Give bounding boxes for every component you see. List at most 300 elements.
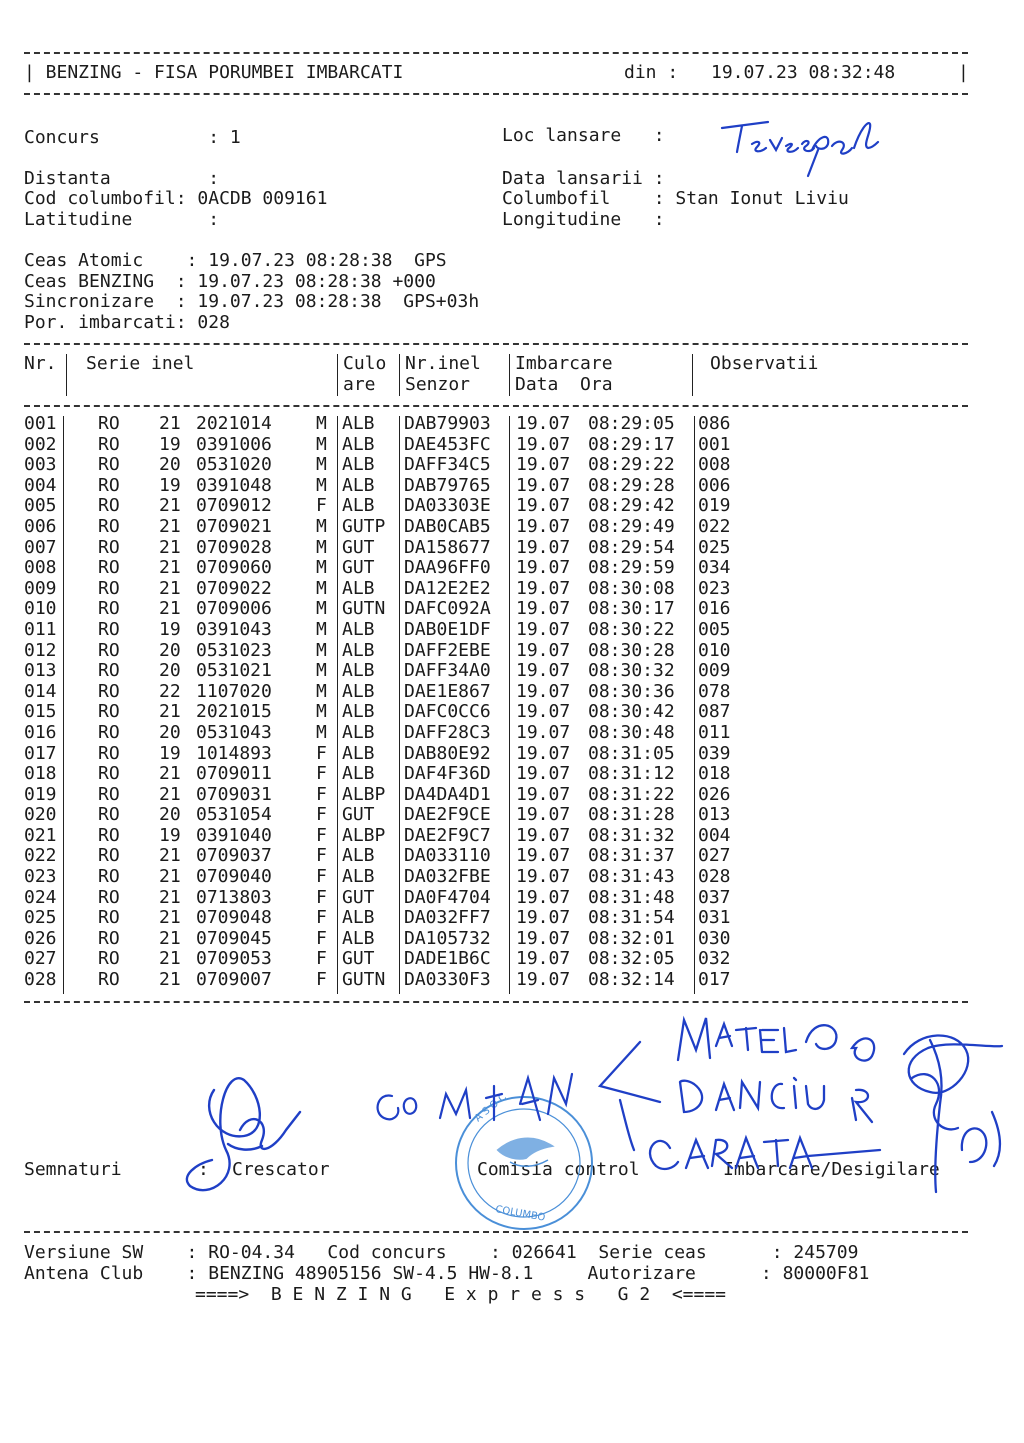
cell-time: 08:31:37 <box>588 845 675 867</box>
col-header-serie: Serie inel <box>86 353 195 374</box>
cell-nr: 006 <box>24 515 57 537</box>
cell-sex: F <box>316 969 327 991</box>
cell-ring: 0709048 <box>196 907 272 929</box>
columbofil: Columbofil : Stan Ionut Liviu <box>502 188 849 209</box>
cell-obs: 037 <box>698 886 731 908</box>
cell-nr: 018 <box>24 763 57 785</box>
cell-obs: 008 <box>698 454 731 476</box>
cell-sensor: DAFF2EBE <box>404 639 491 661</box>
cell-obs: 087 <box>698 701 731 723</box>
comisia-label: Comisia control <box>477 1159 640 1180</box>
cell-color: GUTN <box>342 969 386 991</box>
cell-year: 21 <box>159 515 181 537</box>
col-header-nrinel-1: Nr.inel <box>405 353 481 374</box>
cell-nr: 023 <box>24 866 57 888</box>
cell-obs: 018 <box>698 763 731 785</box>
column-divider <box>63 416 64 994</box>
cell-time: 08:29:22 <box>588 454 675 476</box>
cell-year: 21 <box>159 495 181 517</box>
cell-nr: 009 <box>24 577 57 599</box>
cell-date: 19.07 <box>516 598 571 620</box>
cell-year: 21 <box>159 969 181 991</box>
cell-country: RO <box>98 639 120 661</box>
cell-sensor: DAB80E92 <box>404 742 491 764</box>
cell-obs: 027 <box>698 845 731 867</box>
cell-color: GUT <box>342 557 375 579</box>
cell-color: GUT <box>342 804 375 826</box>
report-title: | BENZING - FISA PORUMBEI IMBARCATI <box>24 62 404 83</box>
cell-nr: 005 <box>24 495 57 517</box>
cell-country: RO <box>98 845 120 867</box>
cell-sex: M <box>316 701 327 723</box>
cell-sensor: DAB79903 <box>404 413 491 434</box>
cell-color: ALB <box>342 577 375 599</box>
cell-country: RO <box>98 907 120 929</box>
cell-obs: 025 <box>698 536 731 558</box>
cell-date: 19.07 <box>516 454 571 476</box>
cell-sensor: DA12E2E2 <box>404 577 491 599</box>
cell-time: 08:30:42 <box>588 701 675 723</box>
col-header-nrinel-2: Senzor <box>405 374 471 395</box>
cell-sex: F <box>316 886 327 908</box>
cell-year: 20 <box>159 660 181 682</box>
cell-ring: 0709012 <box>196 495 272 517</box>
cell-country: RO <box>98 886 120 908</box>
cell-year: 21 <box>159 701 181 723</box>
cell-country: RO <box>98 680 120 702</box>
col-header-imbarcare-1: Imbarcare <box>515 353 613 374</box>
colon: : <box>198 1159 209 1180</box>
cell-ring: 1014893 <box>196 742 272 764</box>
cell-sensor: DA0F4704 <box>404 886 491 908</box>
cell-color: GUTN <box>342 598 386 620</box>
svg-text:COLUMBO: COLUMBO <box>494 1204 547 1224</box>
cell-obs: 039 <box>698 742 731 764</box>
cell-country: RO <box>98 536 120 558</box>
cell-obs: 016 <box>698 598 731 620</box>
cell-sensor: DAE2F9C7 <box>404 824 491 846</box>
cell-sex: F <box>316 948 327 970</box>
cell-color: GUT <box>342 536 375 558</box>
cell-color: ALB <box>342 742 375 764</box>
cell-sex: M <box>316 660 327 682</box>
cell-obs: 032 <box>698 948 731 970</box>
cell-obs: 009 <box>698 660 731 682</box>
cell-sensor: DAE2F9CE <box>404 804 491 826</box>
header-divider <box>692 354 693 396</box>
cell-sensor: DAE1E867 <box>404 680 491 702</box>
cell-year: 19 <box>159 433 181 455</box>
versiune-line: Versiune SW : RO-04.34 Cod concurs : 026641 Serie ceas : 245709 <box>24 1242 859 1263</box>
cell-obs: 086 <box>698 413 731 434</box>
cell-color: ALB <box>342 660 375 682</box>
cell-date: 19.07 <box>516 433 571 455</box>
cell-sex: M <box>316 598 327 620</box>
cell-year: 20 <box>159 454 181 476</box>
cell-country: RO <box>98 701 120 723</box>
cell-sensor: DAFC092A <box>404 598 491 620</box>
cell-color: ALB <box>342 495 375 517</box>
cell-year: 21 <box>159 907 181 929</box>
cell-year: 21 <box>159 783 181 805</box>
cell-time: 08:31:43 <box>588 866 675 888</box>
cell-sex: F <box>316 845 327 867</box>
cell-ring: 0531020 <box>196 454 272 476</box>
antena-line: Antena Club : BENZING 48905156 SW-4.5 HW-8.1 Autorizare : 80000F81 <box>24 1263 870 1284</box>
cell-year: 20 <box>159 639 181 661</box>
cell-time: 08:30:17 <box>588 598 675 620</box>
cell-ring: 0709007 <box>196 969 272 991</box>
cell-country: RO <box>98 927 120 949</box>
cell-time: 08:29:17 <box>588 433 675 455</box>
cell-sex: F <box>316 804 327 826</box>
cell-obs: 010 <box>698 639 731 661</box>
cell-sex: F <box>316 866 327 888</box>
cell-sensor: DA033110 <box>404 845 491 867</box>
cell-obs: 011 <box>698 721 731 743</box>
cell-sex: F <box>316 742 327 764</box>
cell-time: 08:31:28 <box>588 804 675 826</box>
cell-nr: 019 <box>24 783 57 805</box>
cell-nr: 028 <box>24 969 57 991</box>
cell-ring: 0709006 <box>196 598 272 620</box>
cell-country: RO <box>98 660 120 682</box>
cell-country: RO <box>98 969 120 991</box>
cell-obs: 034 <box>698 557 731 579</box>
cell-color: ALB <box>342 474 375 496</box>
cell-time: 08:30:48 <box>588 721 675 743</box>
cell-sensor: DAA96FF0 <box>404 557 491 579</box>
concurs: Concurs : 1 <box>24 127 241 148</box>
cell-year: 19 <box>159 474 181 496</box>
cell-obs: 026 <box>698 783 731 805</box>
cell-sex: M <box>316 721 327 743</box>
cell-time: 08:31:48 <box>588 886 675 908</box>
cell-ring: 0709037 <box>196 845 272 867</box>
table-bottom-rule <box>24 1001 968 1003</box>
cell-nr: 008 <box>24 557 57 579</box>
cell-date: 19.07 <box>516 866 571 888</box>
cell-color: ALB <box>342 907 375 929</box>
cell-sensor: DAFF34C5 <box>404 454 491 476</box>
cell-ring: 0709021 <box>196 515 272 537</box>
imbarcare-label: Imbarcare/Desigilare <box>723 1159 940 1180</box>
cell-nr: 024 <box>24 886 57 908</box>
cell-date: 19.07 <box>516 742 571 764</box>
cell-color: ALB <box>342 701 375 723</box>
cell-time: 08:30:22 <box>588 618 675 640</box>
cell-nr: 010 <box>24 598 57 620</box>
header-divider <box>66 354 67 396</box>
cell-time: 08:31:12 <box>588 763 675 785</box>
cell-sensor: DA032FBE <box>404 866 491 888</box>
cell-nr: 007 <box>24 536 57 558</box>
cell-nr: 026 <box>24 927 57 949</box>
cell-time: 08:29:49 <box>588 515 675 537</box>
cell-sensor: DA158677 <box>404 536 491 558</box>
col-header-culoare-2: are <box>343 374 376 395</box>
cell-obs: 001 <box>698 433 731 455</box>
cell-time: 08:32:05 <box>588 948 675 970</box>
cell-obs: 005 <box>698 618 731 640</box>
cell-sex: M <box>316 515 327 537</box>
column-divider <box>399 416 400 994</box>
cell-sensor: DAB0E1DF <box>404 618 491 640</box>
cell-nr: 002 <box>24 433 57 455</box>
cell-sensor: DA032FF7 <box>404 907 491 929</box>
cell-country: RO <box>98 598 120 620</box>
cell-color: ALB <box>342 845 375 867</box>
cell-time: 08:31:22 <box>588 783 675 805</box>
cell-date: 19.07 <box>516 536 571 558</box>
cell-time: 08:31:05 <box>588 742 675 764</box>
cell-obs: 078 <box>698 680 731 702</box>
cell-date: 19.07 <box>516 495 571 517</box>
cell-country: RO <box>98 948 120 970</box>
cell-date: 19.07 <box>516 474 571 496</box>
cell-time: 08:29:28 <box>588 474 675 496</box>
cell-time: 08:30:36 <box>588 680 675 702</box>
cell-ring: 0709028 <box>196 536 272 558</box>
cell-sex: M <box>316 433 327 455</box>
cell-country: RO <box>98 763 120 785</box>
cell-time: 08:29:05 <box>588 413 675 434</box>
cell-obs: 022 <box>698 515 731 537</box>
cell-ring: 0713803 <box>196 886 272 908</box>
cell-time: 08:29:54 <box>588 536 675 558</box>
cell-year: 21 <box>159 866 181 888</box>
cell-year: 21 <box>159 536 181 558</box>
cell-country: RO <box>98 474 120 496</box>
cell-time: 08:30:08 <box>588 577 675 599</box>
cell-sensor: DA105732 <box>404 927 491 949</box>
cell-country: RO <box>98 495 120 517</box>
cell-date: 19.07 <box>516 845 571 867</box>
cell-ring: 0391040 <box>196 824 272 846</box>
cell-color: ALB <box>342 618 375 640</box>
cell-ring: 2021014 <box>196 413 272 434</box>
cell-ring: 2021015 <box>196 701 272 723</box>
cell-ring: 0709040 <box>196 866 272 888</box>
cell-nr: 022 <box>24 845 57 867</box>
cell-country: RO <box>98 433 120 455</box>
cell-country: RO <box>98 557 120 579</box>
cell-country: RO <box>98 804 120 826</box>
cell-obs: 006 <box>698 474 731 496</box>
column-divider <box>694 416 695 994</box>
cell-year: 19 <box>159 618 181 640</box>
cell-sex: M <box>316 557 327 579</box>
cell-sex: M <box>316 536 327 558</box>
cell-date: 19.07 <box>516 577 571 599</box>
cell-country: RO <box>98 618 120 640</box>
header-bottom-rule <box>24 93 968 95</box>
cell-nr: 013 <box>24 660 57 682</box>
cell-sensor: DAF4F36D <box>404 763 491 785</box>
cell-ring: 0709031 <box>196 783 272 805</box>
column-divider <box>509 416 510 994</box>
cell-ring: 1107020 <box>196 680 272 702</box>
cell-sex: F <box>316 824 327 846</box>
cell-year: 21 <box>159 763 181 785</box>
cell-country: RO <box>98 824 120 846</box>
cell-time: 08:31:32 <box>588 824 675 846</box>
cell-sex: M <box>316 474 327 496</box>
cell-country: RO <box>98 742 120 764</box>
cell-time: 08:29:59 <box>588 557 675 579</box>
cell-nr: 001 <box>24 413 57 434</box>
cell-obs: 004 <box>698 824 731 846</box>
cell-color: ALB <box>342 680 375 702</box>
cell-sex: F <box>316 763 327 785</box>
cell-year: 19 <box>159 742 181 764</box>
cell-year: 20 <box>159 804 181 826</box>
cell-ring: 0531023 <box>196 639 272 661</box>
cell-nr: 021 <box>24 824 57 846</box>
cell-year: 21 <box>159 927 181 949</box>
cell-year: 21 <box>159 886 181 908</box>
cell-time: 08:30:32 <box>588 660 675 682</box>
cell-date: 19.07 <box>516 824 571 846</box>
cell-time: 08:30:28 <box>588 639 675 661</box>
table-header-rule <box>24 405 968 407</box>
cell-color: ALBP <box>342 783 386 805</box>
cell-country: RO <box>98 866 120 888</box>
cod-columbofil: Cod columbofil: 0ACDB 009161 <box>24 188 328 209</box>
cell-nr: 015 <box>24 701 57 723</box>
cell-date: 19.07 <box>516 927 571 949</box>
cell-color: ALB <box>342 433 375 455</box>
cell-nr: 020 <box>24 804 57 826</box>
cell-color: ALB <box>342 866 375 888</box>
report-datetime: 19.07.23 08:32:48 <box>711 62 896 83</box>
cell-sex: F <box>316 783 327 805</box>
cell-country: RO <box>98 783 120 805</box>
cell-color: ALB <box>342 639 375 661</box>
cell-date: 19.07 <box>516 639 571 661</box>
cell-country: RO <box>98 413 120 434</box>
cell-ring: 0709060 <box>196 557 272 579</box>
cell-sensor: DADE1B6C <box>404 948 491 970</box>
header-divider <box>337 354 338 396</box>
cell-time: 08:31:54 <box>588 907 675 929</box>
header-divider <box>399 354 400 396</box>
cell-sensor: DA0330F3 <box>404 969 491 991</box>
cell-nr: 004 <box>24 474 57 496</box>
cell-time: 08:32:01 <box>588 927 675 949</box>
footer-rule <box>24 1231 968 1233</box>
col-header-imbarcare-2: Data Ora <box>515 374 613 395</box>
cell-color: GUT <box>342 948 375 970</box>
column-divider <box>337 416 338 994</box>
cell-color: ALB <box>342 454 375 476</box>
cell-sensor: DAFC0CC6 <box>404 701 491 723</box>
cell-sex: F <box>316 495 327 517</box>
cell-nr: 003 <box>24 454 57 476</box>
cell-sensor: DA4DA4D1 <box>404 783 491 805</box>
cell-date: 19.07 <box>516 557 571 579</box>
cell-sensor: DAFF28C3 <box>404 721 491 743</box>
cell-sensor: DAB79765 <box>404 474 491 496</box>
cell-nr: 027 <box>24 948 57 970</box>
cell-country: RO <box>98 721 120 743</box>
col-header-culoare-1: Culo <box>343 353 387 374</box>
cell-country: RO <box>98 454 120 476</box>
cell-nr: 012 <box>24 639 57 661</box>
cell-obs: 028 <box>698 866 731 888</box>
cell-date: 19.07 <box>516 763 571 785</box>
cell-time: 08:32:14 <box>588 969 675 991</box>
cell-ring: 0391043 <box>196 618 272 640</box>
header-top-rule <box>24 52 968 54</box>
longitudine: Longitudine : <box>502 209 665 230</box>
cell-date: 19.07 <box>516 783 571 805</box>
cell-ring: 0531054 <box>196 804 272 826</box>
cell-obs: 030 <box>698 927 731 949</box>
cell-obs: 023 <box>698 577 731 599</box>
cell-year: 22 <box>159 680 181 702</box>
din-label: din : <box>624 62 679 83</box>
cell-sex: M <box>316 680 327 702</box>
loc-lansare-label: Loc lansare : <box>502 125 665 146</box>
cell-sensor: DAB0CAB5 <box>404 515 491 537</box>
cell-country: RO <box>98 577 120 599</box>
cell-color: GUTP <box>342 515 386 537</box>
latitudine: Latitudine : <box>24 209 220 230</box>
cell-nr: 014 <box>24 680 57 702</box>
cell-date: 19.07 <box>516 515 571 537</box>
cell-ring: 0709022 <box>196 577 272 599</box>
cell-nr: 025 <box>24 907 57 929</box>
sincronizare: Sincronizare : 19.07.23 08:28:38 GPS+03h <box>24 291 480 312</box>
cell-ring: 0709045 <box>196 927 272 949</box>
cell-year: 21 <box>159 413 181 434</box>
ceas-atomic: Ceas Atomic : 19.07.23 08:28:38 GPS <box>24 250 447 271</box>
cell-year: 21 <box>159 557 181 579</box>
cell-obs: 017 <box>698 969 731 991</box>
cell-sex: M <box>316 454 327 476</box>
cell-color: GUT <box>342 886 375 908</box>
cell-ring: 0531021 <box>196 660 272 682</box>
cell-sex: M <box>316 618 327 640</box>
cell-date: 19.07 <box>516 886 571 908</box>
cell-nr: 016 <box>24 721 57 743</box>
crescator-label: Crescator <box>232 1159 330 1180</box>
cell-obs: 031 <box>698 907 731 929</box>
semnaturi-label: Semnaturi <box>24 1159 122 1180</box>
cell-date: 19.07 <box>516 413 571 434</box>
cell-ring: 0709011 <box>196 763 272 785</box>
cell-date: 19.07 <box>516 804 571 826</box>
cell-nr: 011 <box>24 618 57 640</box>
cell-year: 20 <box>159 721 181 743</box>
svg-text:A S O C: A S O C <box>472 1091 509 1125</box>
cell-year: 19 <box>159 824 181 846</box>
cell-country: RO <box>98 515 120 537</box>
cell-sex: M <box>316 413 327 434</box>
cell-date: 19.07 <box>516 701 571 723</box>
cell-color: ALB <box>342 721 375 743</box>
cell-year: 21 <box>159 948 181 970</box>
cell-obs: 019 <box>698 495 731 517</box>
cell-date: 19.07 <box>516 948 571 970</box>
comisia-signature <box>378 1074 572 1120</box>
distanta: Distanta : <box>24 168 220 189</box>
cell-date: 19.07 <box>516 618 571 640</box>
cell-sex: M <box>316 577 327 599</box>
table-top-rule <box>24 343 968 345</box>
ceas-benzing: Ceas BENZING : 19.07.23 08:28:38 +000 <box>24 271 436 292</box>
